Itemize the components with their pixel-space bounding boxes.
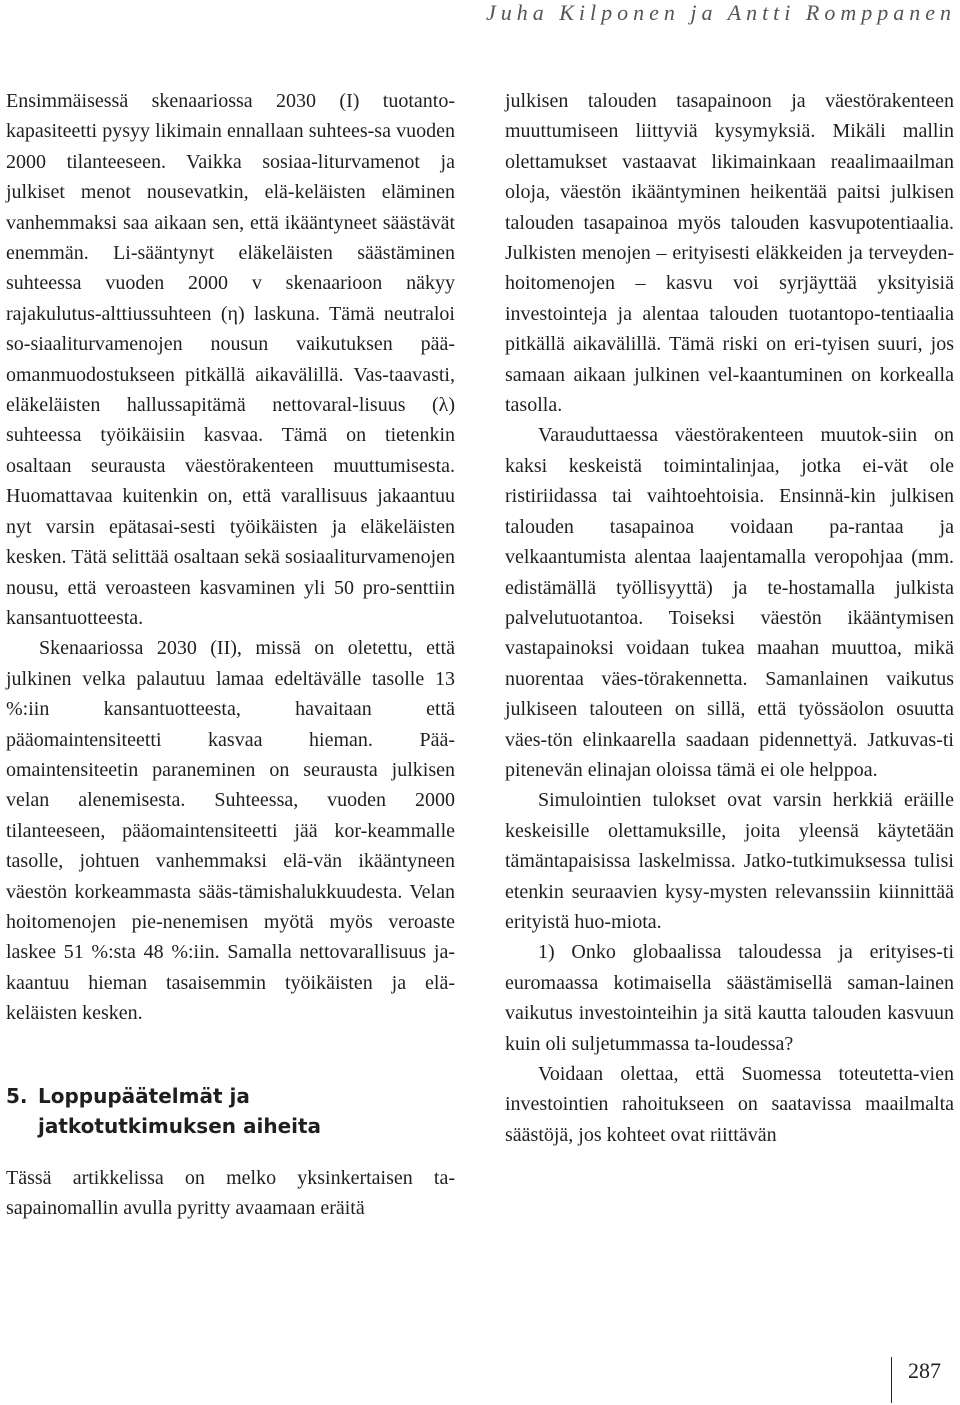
section-heading (6, 1081, 455, 1141)
left-column (6, 86, 455, 1223)
right-column (505, 86, 954, 1150)
body-paragraph: julkisen talouden tasapainoon ja väestörakenteen muuttumiseen liittyviä kysymyksiä. Mikäli mallin olettamukset vastaavat likimainkaan reaalimaailman oloja, väestön ikääntyminen heikentää paitsi julkisen talouden tasapainoa myös talouden kasvupotentiaalia. Julkisten menojen – erityisesti eläkkeiden ja terveyden-hoitomenojen – kasvu voi syrjäyttää yksityisiä investointeja ja alentaa talouden tuotantopo-tentiaalia pitkällä aikavälillä. Tämä riski on eri-tyisen suuri, jos samaan aikaan julkinen vel-kaantuminen on korkealla tasolla. (505, 90, 954, 417)
body-paragraph: Ensimmäisessä skenaariossa 2030 (I) tuotanto-kapasiteetti pysyy likimain ennallaan suhtees-sa vuoden 2000 tilanteeseen. Vaikka sosiaa-liturvamenot ja julkiset menot nousevatkin, elä-keläisten eläminen vanhemmaksi saa aikaan sen, että ikääntyneet säästävät enemmän. Li-sääntynyt eläkeläisten säästäminen suhteessa vuoden 2000 v skenaarioon näkyy rajakulutus-alttiussuhteen (η) laskuna. Tämä neutraloi so-siaaliturvamenojen nousun vaikutuksen pää-omanmuodostukseen pitkällä aikavälillä. Vas-taavasti, eläkeläisten hallussapitämä nettovaral-lisuus (λ) suhteessa työikäisiin kasvaa. Tämä on tietenkin osaltaan seurausta väestörakenteen muuttumisesta. Huomattavaa kuitenkin on, että varallisuus jakaantuu nyt varsin epätasai-sesti työikäisten ja eläkeläisten kesken. Tätä selittää osaltaan sekä sosiaaliturvamenojen nousu, että veroasteen kasvaminen yli 50 pro-senttiin kansantuotteesta. (6, 90, 455, 629)
section-title: Loppupäätelmät ja jatkotutkimuksen aiheita (38, 1083, 322, 1138)
footer-divider (891, 1357, 892, 1403)
body-paragraph: Varauduttaessa väestörakenteen muutok-siin on kaksi keskeistä toimintalinjaa, jotka ei-vät ole ristiriidassa tai vaihtoehtoisia. Ensinnä-kin julkisen talouden tasapainoa voidaan pa-rantaa ja velkaantumista alentaa laajentamalla veropohjaa (mm. edistämällä työllisyyttä) ja te-hostamalla julkista palvelutuotantoa. Toiseksi väestön ikääntymisen vastapainoksi voidaan tukea maahan muuttoa, mikä nuorentaa väes-törakennetta. Samanlainen vaikutus julkiseen talouteen on sillä, että työssäolon osuutta väes-tön elinkaarella saadaan pidennettyä. Jatkuvas-ti pitenevän elinajan oloissa tämä ei ole helppoa. (505, 424, 954, 781)
section-number: 5. (6, 1083, 28, 1108)
body-paragraph: Skenaariossa 2030 (II), missä on oletettu, että julkinen velka palautuu lamaa edeltävälle tasolle 13 %:iin kansantuotteesta, havaitaan että pääomaintensiteetti kasvaa hieman. Pää-omaintensiteetin paraneminen on seurausta julkisen velan alenemisesta. Suhteessa, vuoden 2000 tilanteeseen, pääomaintensiteetti jää kor-keammalle tasolle, johtuen vanhemmaksi elä-vän ikääntyneen väestön korkeammasta sääs-tämishalukkuudesta. Velan hoitomenojen pie-nenemisen myötä myös veroaste laskee 51 %:sta 48 %:iin. Samalla nettovarallisuus ja-kaantuu hieman tasaisemmin työikäisten ja elä-keläisten kesken. (6, 637, 455, 1025)
body-paragraph: Simulointien tulokset ovat varsin herkkiä eräille keskeisille olettamuksille, joita yleensä käytetään tämäntapaisissa laskelmissa. Jatko-tutkimuksessa tulisi etenkin seuraavien kysy-mysten relevanssiin kiinnittää erityistä huo-miota. (505, 789, 954, 933)
running-header: Juha Kilponen ja Antti Romppanen (485, 0, 956, 25)
body-paragraph: 1) Onko globaalissa taloudessa ja erityises-ti euromaassa kotimaisella säästämisellä saman-lainen vaikutus investointeihin ja sitä kautta talouden kasvuun kuin oli suljetummassa ta-loudessa? (505, 941, 954, 1055)
body-paragraph: Voidaan olettaa, että Suomessa toteutetta-vien investointien rahoitukseen on saatavissa maailmalta säästöjä, jos kohteet ovat riittävän (505, 1063, 954, 1146)
body-paragraph: Tässä artikkelissa on melko yksinkertaisen ta-sapainomallin avulla pyritty avaamaan eräitä (6, 1166, 455, 1219)
page-number: 287 (908, 1358, 941, 1383)
